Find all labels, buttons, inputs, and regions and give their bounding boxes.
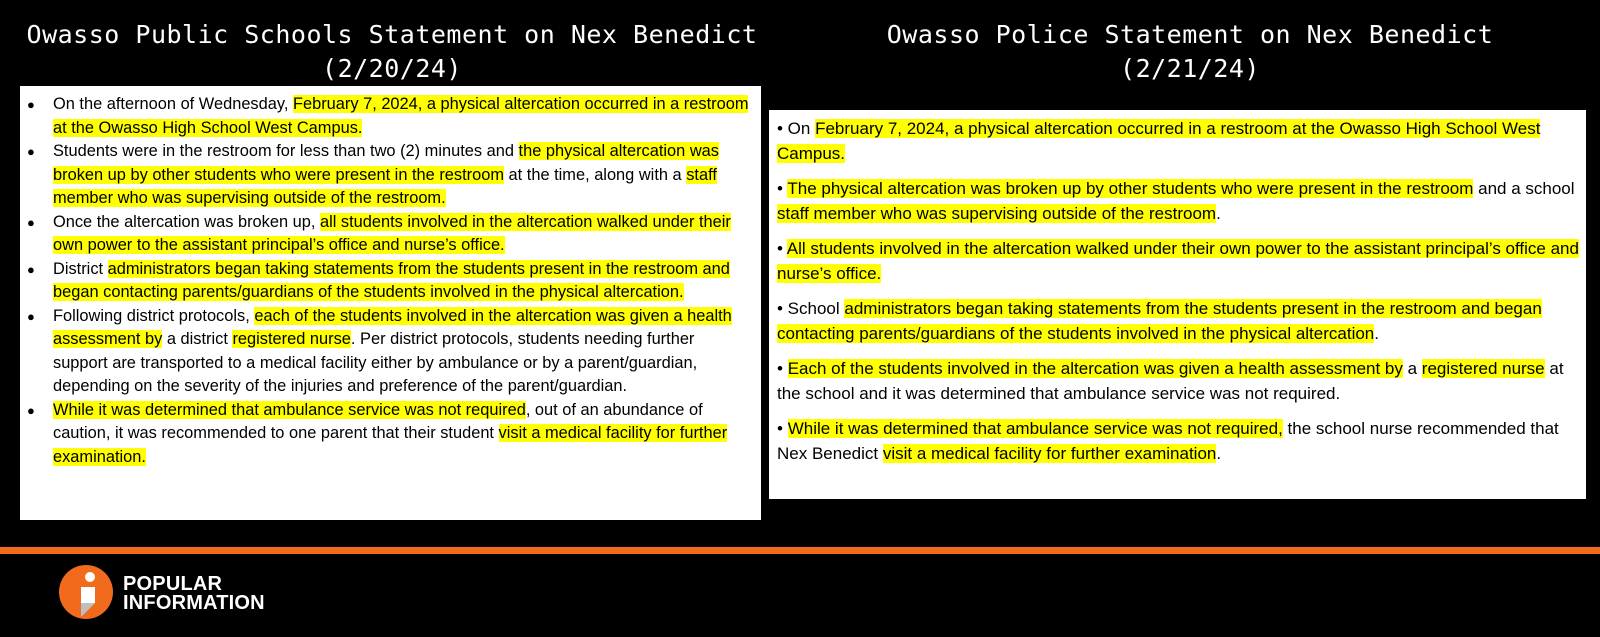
school-statement-item <box>20 140 761 211</box>
plain-text: • <box>777 179 788 198</box>
plain-text: Once the altercation was broken up, <box>53 212 320 231</box>
highlighted-text: While it was determined that ambulance service was not required, <box>787 419 1283 438</box>
plain-text: . Per district protocols, students needing further support are transported to a medical facility either by ambulance or by a parent/guardian, depending on the severity of the injuries and preference of the parent/guardian. <box>53 330 698 395</box>
right-title-line1: Owasso Police Statement on Nex Benedict <box>886 20 1494 49</box>
highlighted-text: While it was determined that ambulance service was not required <box>53 400 526 419</box>
police-statement-item <box>777 236 1582 286</box>
plain-text: • <box>777 239 787 258</box>
logo-line1: POPULAR <box>123 573 223 595</box>
police-statement-item <box>777 356 1582 406</box>
plain-text: at the school and it was determined that ambulance service was not required. <box>777 359 1564 403</box>
police-statement-item <box>777 116 1582 166</box>
school-statement-list <box>20 93 761 469</box>
school-statement-item <box>20 211 761 258</box>
logo-wordmark <box>123 575 265 613</box>
right-title-line2: (2/21/24) <box>1120 54 1260 83</box>
logo-line2: INFORMATION <box>123 592 265 614</box>
school-statement-panel <box>20 86 761 520</box>
school-statement-item <box>20 305 761 399</box>
highlighted-text: staff member who was supervising outside of the restroom. <box>53 165 717 207</box>
bullet-icon: ● <box>27 214 35 230</box>
plain-text: • <box>777 419 788 438</box>
plain-text: District <box>53 259 108 278</box>
plain-text: a district <box>162 330 233 348</box>
plain-text: the school nurse recommended that Nex Benedict <box>777 419 1559 463</box>
highlighted-text: registered nurse <box>232 330 351 348</box>
school-statement-item <box>20 93 761 140</box>
highlighted-text: The physical altercation was broken up by other students who were present in the restroom <box>787 179 1474 198</box>
highlighted-text: visit a medical facility for further examination <box>882 444 1217 463</box>
bullet-icon: ● <box>27 308 35 324</box>
police-statement-panel <box>769 110 1586 499</box>
orange-divider <box>0 547 1600 554</box>
bullet-icon: ● <box>27 261 35 277</box>
plain-text: a <box>1402 359 1422 378</box>
plain-text: Following district protocols, <box>53 306 255 325</box>
police-statement-item <box>777 416 1582 466</box>
bullet-icon: ● <box>27 144 35 159</box>
plain-text: . <box>1216 204 1221 223</box>
highlighted-text: February 7, 2024, a physical altercation occurred in a restroom at the Owasso High School West Campus. <box>53 95 749 137</box>
plain-text: at the time, along with a <box>504 165 687 184</box>
highlighted-text: the physical altercation was broken up by other students who were present in the restroom <box>53 142 719 184</box>
bullet-icon: ● <box>27 402 35 418</box>
left-title-line2: (2/20/24) <box>322 54 462 83</box>
right-statement-title <box>800 18 1580 86</box>
school-statement-item <box>20 399 761 470</box>
popular-information-logo-icon <box>57 563 115 621</box>
school-statement-item <box>20 258 761 305</box>
plain-text: • <box>777 359 788 378</box>
highlighted-text: all students involved in the altercation walked under their own power to the assistant principal’s office and nurse’s office. <box>53 212 731 254</box>
highlighted-text: visit a medical facility for further examination. <box>53 424 728 466</box>
plain-text: . <box>1374 324 1379 343</box>
highlighted-text: All students involved in the altercation walked under their own power to the assistant principal’s office and nurse’s office. <box>777 239 1579 283</box>
plain-text: and a school <box>1473 179 1575 198</box>
police-statement-item <box>777 296 1582 346</box>
police-statement-item <box>777 176 1582 226</box>
highlighted-text: administrators began taking statements from the students present in the restroom and began contacting parents/guardians of the students involved in the physical altercation <box>777 299 1542 343</box>
highlighted-text: staff member who was supervising outside of the restroom <box>777 204 1217 223</box>
plain-text: Students were in the restroom for less than two (2) minutes and <box>53 142 519 160</box>
left-title-line1: Owasso Public Schools Statement on Nex Benedict <box>26 20 758 49</box>
left-statement-title <box>8 18 776 86</box>
highlighted-text: administrators began taking statements from the students present in the restroom and began contacting parents/guardians of the students involved in the physical altercation. <box>53 259 730 301</box>
plain-text: , out of an abundance of caution, it was recommended to one parent that their student <box>53 400 703 442</box>
plain-text: On the afternoon of Wednesday, <box>53 95 293 113</box>
highlighted-text: registered nurse <box>1421 359 1545 378</box>
police-statement-list <box>777 116 1582 476</box>
bullet-icon: ● <box>27 97 35 112</box>
plain-text: . <box>1216 444 1222 463</box>
popular-information-logo <box>57 563 317 623</box>
highlighted-text: Each of the students involved in the altercation was given a health assessment by <box>787 359 1403 378</box>
highlighted-text: each of the students involved in the altercation was given a health assessment by <box>53 306 732 348</box>
plain-text: • On <box>777 119 816 138</box>
plain-text: • School <box>777 299 845 318</box>
highlighted-text: February 7, 2024, a physical altercation occurred in a restroom at the Owasso High School West Campus. <box>777 119 1541 163</box>
